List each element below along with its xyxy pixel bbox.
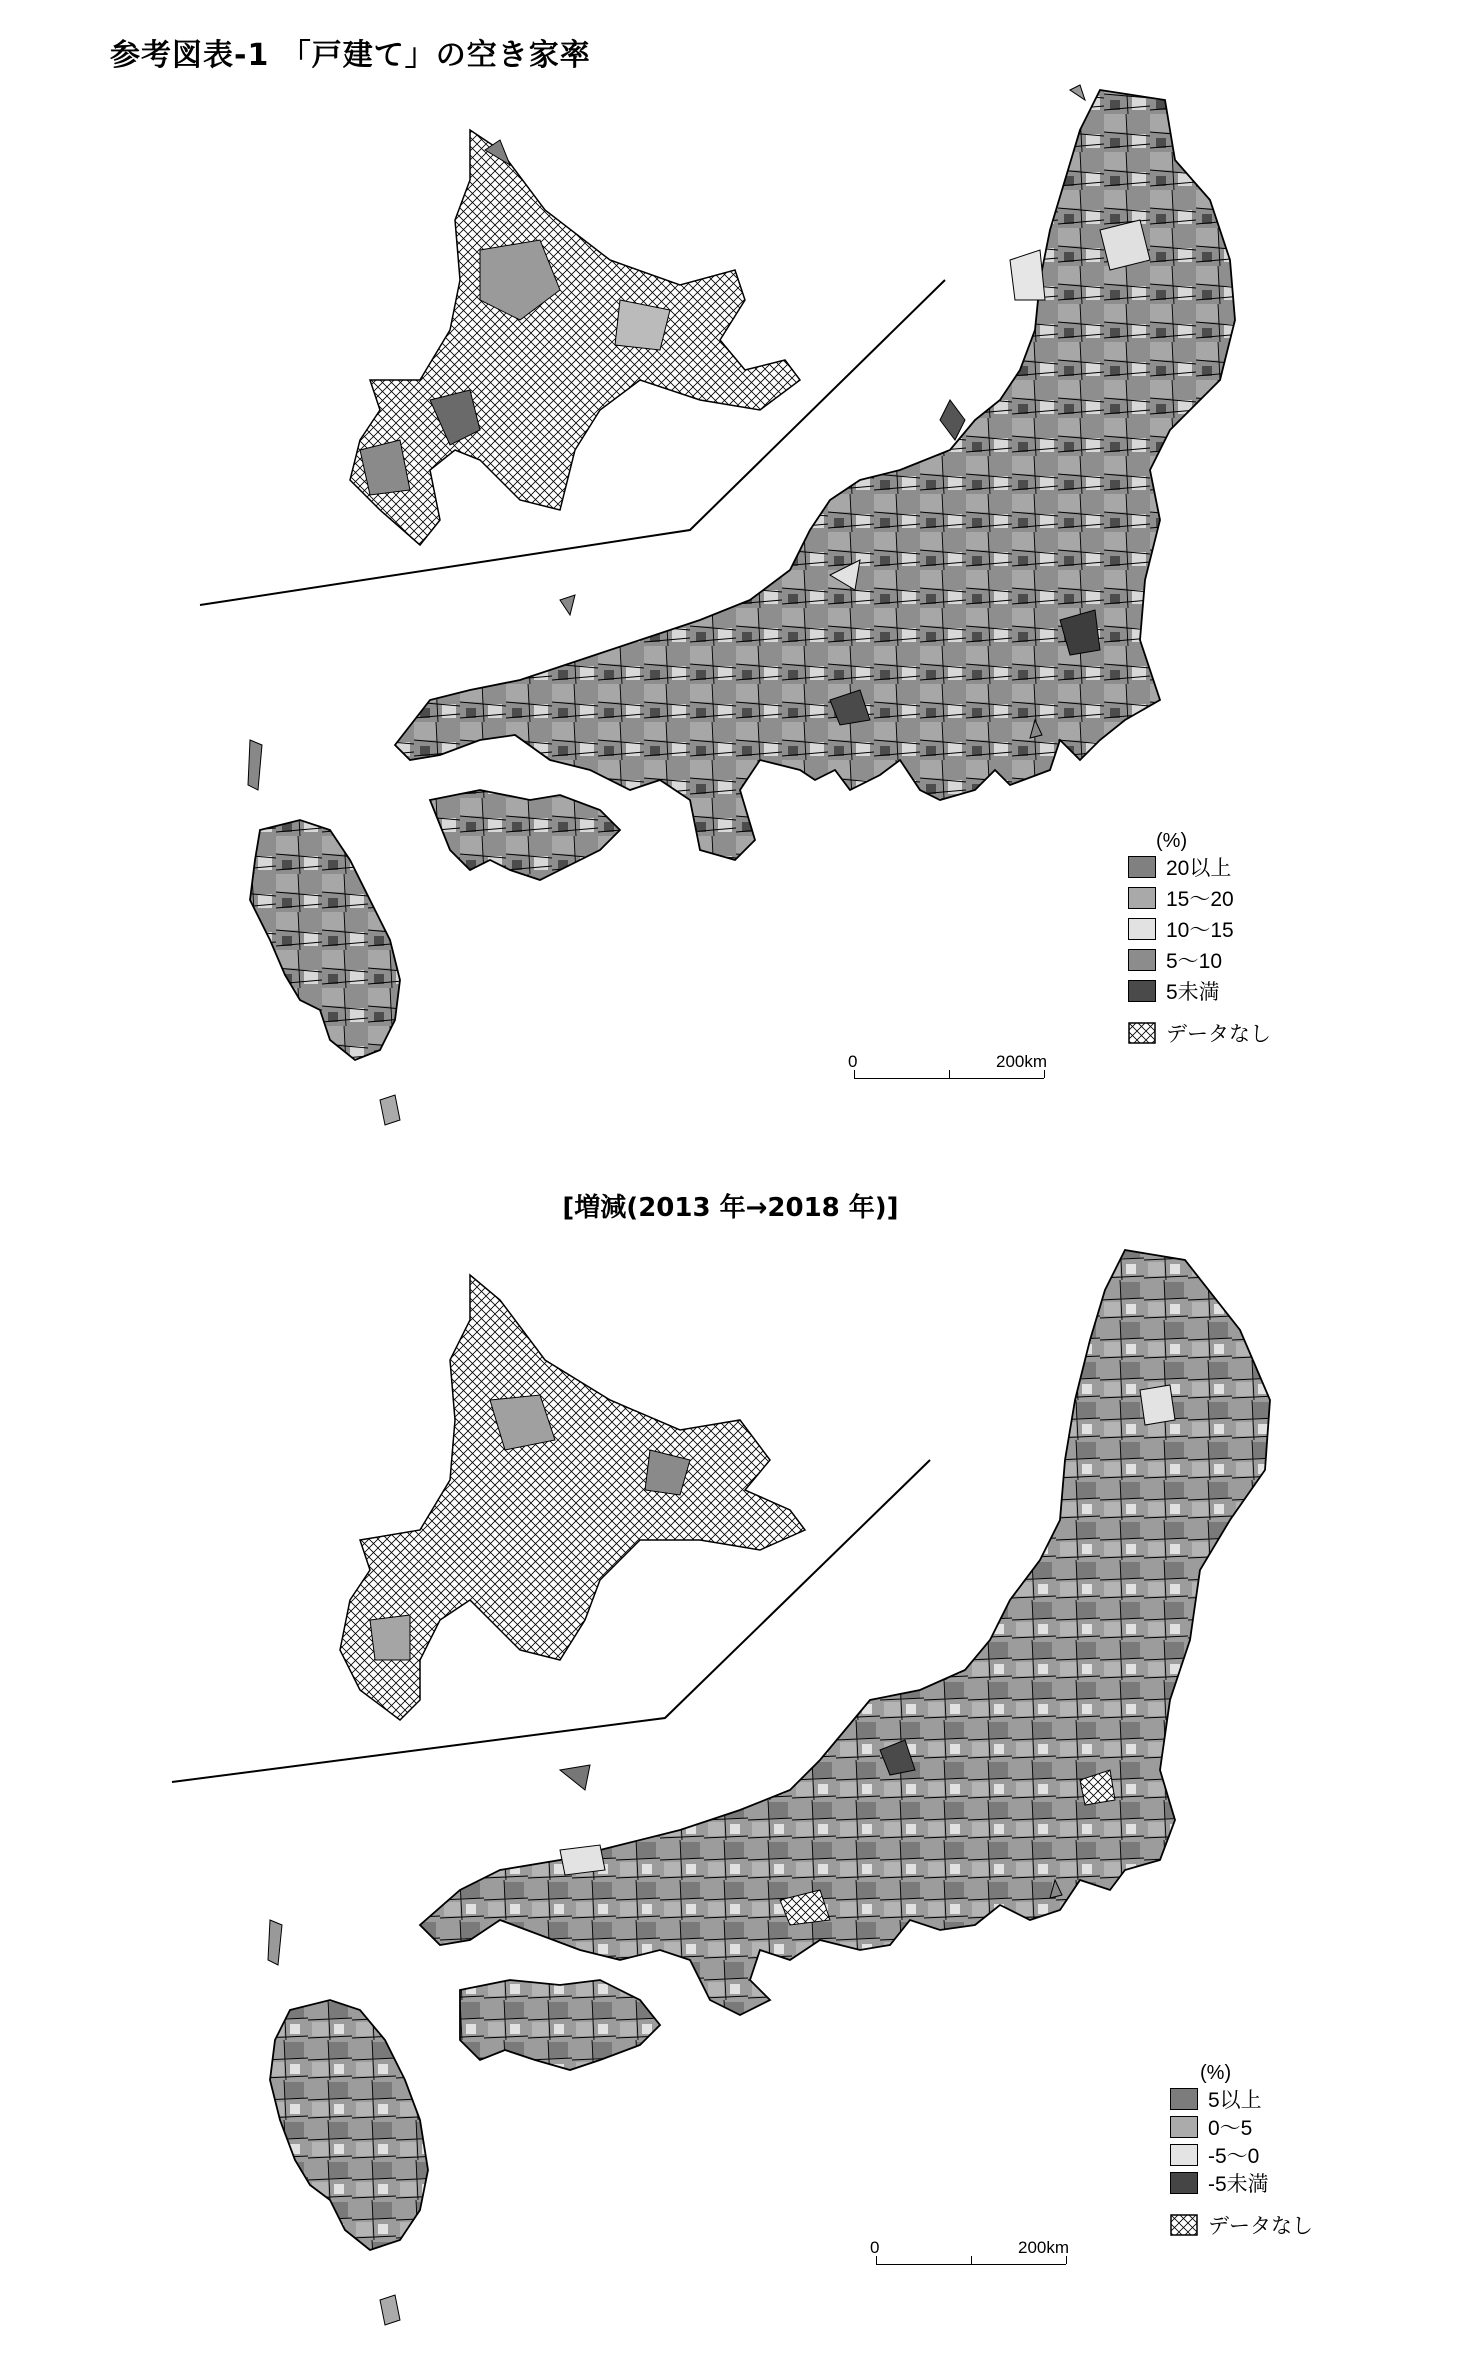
legend-label: 15～20 [1166,888,1234,911]
page-title: 参考図表-1 「戸建て」の空き家率 [110,38,591,73]
legend-swatch [1128,856,1156,878]
legend-label: -5～0 [1208,2145,1260,2168]
legend-label: -5未満 [1208,2173,1269,2196]
legend-swatch [1170,2144,1198,2166]
scale-line [876,2264,1066,2265]
hatch-icon [1170,2214,1198,2236]
legend-label: データなし [1208,2215,1313,2238]
legend-swatch [1128,949,1156,971]
legend-item [1128,854,1231,880]
legend-vacancy-change [1170,2062,1340,2272]
legend-item [1128,978,1220,1004]
legend-swatch [1128,918,1156,940]
legend-label: 5未満 [1166,981,1220,1004]
legend-label: 5以上 [1208,2089,1262,2112]
legend-swatch [1128,887,1156,909]
scale-tick [971,2256,972,2264]
shikoku-island [460,1980,660,2070]
scale-bar [848,1052,1048,1086]
legend-item [1170,2114,1252,2140]
scale-tick [949,1070,950,1078]
legend-label: データなし [1166,1023,1271,1046]
scale-tick [1044,1070,1045,1078]
legend-swatch [1170,2172,1198,2194]
legend-item [1128,885,1234,911]
legend-item [1170,2086,1262,2112]
legend-label: 10～15 [1166,919,1234,942]
scale-tick [1066,2256,1067,2264]
legend-vacancy-rate [1128,830,1318,1060]
legend-item [1128,947,1222,973]
legend-label: 5～10 [1166,950,1223,973]
legend-swatch [1128,980,1156,1002]
scale-tick [854,1070,855,1078]
scale-zero: 0 [870,2238,880,2257]
kyushu-island [270,2000,428,2250]
legend-label: 0～5 [1208,2117,1253,2140]
legend-item [1128,916,1234,942]
scale-end: 200km [1018,2238,1070,2257]
shikoku-island [430,790,620,880]
scale-line [854,1078,1044,1079]
scale-zero: 0 [848,1052,858,1071]
legend-unit: (%) [1156,830,1188,852]
legend-item-nodata [1170,2212,1313,2238]
legend-swatch [1170,2116,1198,2138]
legend-item [1170,2142,1259,2168]
legend-item [1170,2170,1269,2196]
legend-swatch [1170,2088,1198,2110]
legend-unit: (%) [1200,2062,1232,2084]
hokkaido-inset [350,130,800,545]
legend-label: 20以上 [1166,857,1232,880]
subtitle-change: [増減(2013 年→2018 年)] [562,1193,899,1223]
scale-end: 200km [996,1052,1048,1071]
kyushu-island [250,820,400,1060]
scale-bar [870,2238,1070,2272]
legend-item-nodata [1128,1020,1271,1046]
hatch-icon [1128,1022,1156,1044]
scale-tick [876,2256,877,2264]
